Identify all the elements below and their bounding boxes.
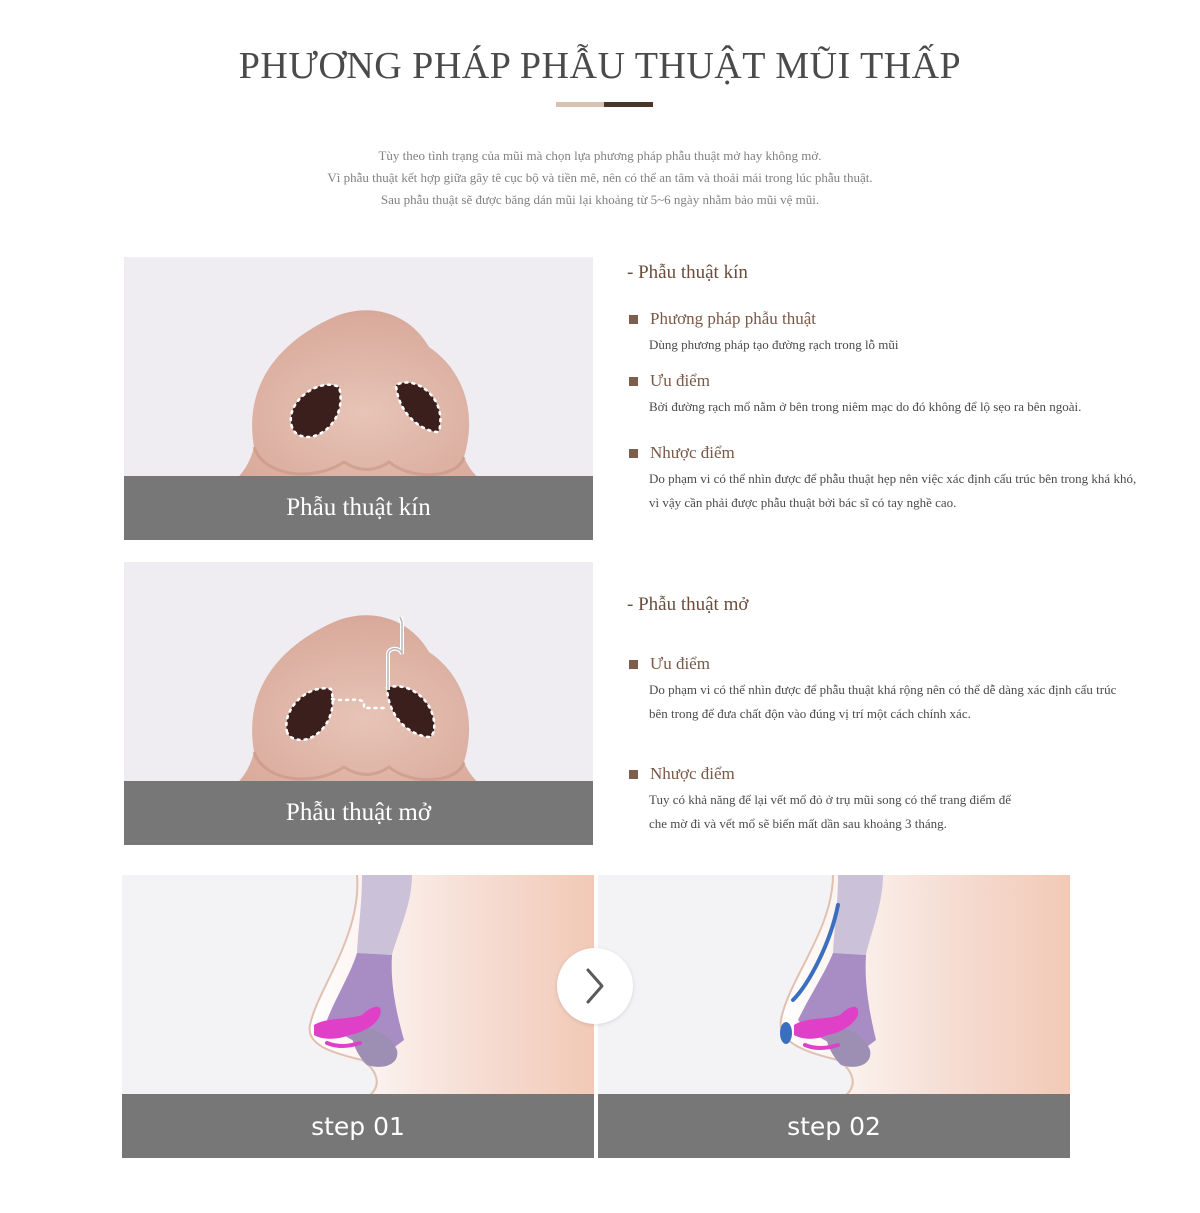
pros-item — [627, 654, 1167, 726]
method-item — [627, 309, 1167, 357]
title-underline — [556, 102, 653, 107]
item-label: Phương pháp phẫu thuật — [650, 309, 816, 328]
square-bullet-icon — [629, 315, 638, 324]
pros-item — [627, 371, 1167, 419]
closed-surgery-description — [627, 262, 1167, 515]
item-text: che mờ đi và vết mổ sẽ biến mất dần sau khoảng 3 tháng. — [649, 816, 947, 831]
item-text: Bởi đường rạch mổ nằm ở bên trong niêm mạc do đó không để lộ sẹo ra bên ngoài. — [649, 399, 1082, 414]
open-surgery-description — [627, 594, 1167, 836]
item-text: Dùng phương pháp tạo đường rạch trong lỗ mũi — [649, 337, 899, 352]
step-02-image — [598, 875, 1070, 1158]
section-heading: - Phẫu thuật mở — [627, 594, 749, 615]
next-step-button[interactable] — [557, 948, 633, 1024]
item-label: Nhược điểm — [650, 443, 735, 462]
intro-line: Tùy theo tình trạng của mũi mà chọn lựa phương pháp phẫu thuật mở hay không mở. — [378, 148, 822, 163]
item-text: Do phạm vi có thể nhìn được để phẫu thuật hẹp nên việc xác định cấu trúc bên trong khá khó, — [649, 471, 1137, 486]
page-title: PHƯƠNG PHÁP PHẪU THUẬT MŨI THẤP — [238, 45, 962, 87]
step-01-image — [122, 875, 594, 1158]
intro-line: Sau phẫu thuật sẽ được băng dán mũi lại khoảng từ 5~6 ngày nhằm bảo mũi vệ mũi. — [380, 192, 820, 207]
chevron-right-icon — [582, 966, 608, 1006]
intro-text — [0, 145, 1200, 211]
image-caption: Phẫu thuật kín — [124, 476, 593, 540]
item-text: bên trong để đưa chất độn vào đúng vị trí một cách chính xác. — [649, 706, 971, 721]
item-text: vì vậy cần phải được phẫu thuật bởi bác sĩ có tay nghề cao. — [649, 495, 957, 510]
cons-item — [627, 764, 1167, 836]
step-label: step 01 — [122, 1094, 594, 1158]
intro-line: Vì phẫu thuật kết hợp giữa gây tê cục bộ và tiền mê, nên có thể an tâm và thoải mái trong lúc phẫu thuật. — [327, 170, 873, 185]
item-label: Ưu điểm — [650, 371, 710, 390]
square-bullet-icon — [629, 377, 638, 386]
image-caption: Phẫu thuật mở — [124, 781, 593, 845]
open-surgery-image — [124, 562, 593, 845]
item-label: Ưu điểm — [650, 654, 710, 673]
section-heading: - Phẫu thuật kín — [627, 262, 748, 283]
closed-surgery-image — [124, 257, 593, 540]
square-bullet-icon — [629, 770, 638, 779]
cons-item — [627, 443, 1167, 515]
step-label: step 02 — [598, 1094, 1070, 1158]
item-text: Tuy có khả năng để lại vết mổ đỏ ở trụ mũi song có thể trang điểm để — [649, 792, 1012, 807]
square-bullet-icon — [629, 660, 638, 669]
square-bullet-icon — [629, 449, 638, 458]
item-text: Do phạm vi có thể nhìn được để phẫu thuật khá rộng nên có thể dễ dàng xác định cấu trúc — [649, 682, 1117, 697]
item-label: Nhược điểm — [650, 764, 735, 783]
